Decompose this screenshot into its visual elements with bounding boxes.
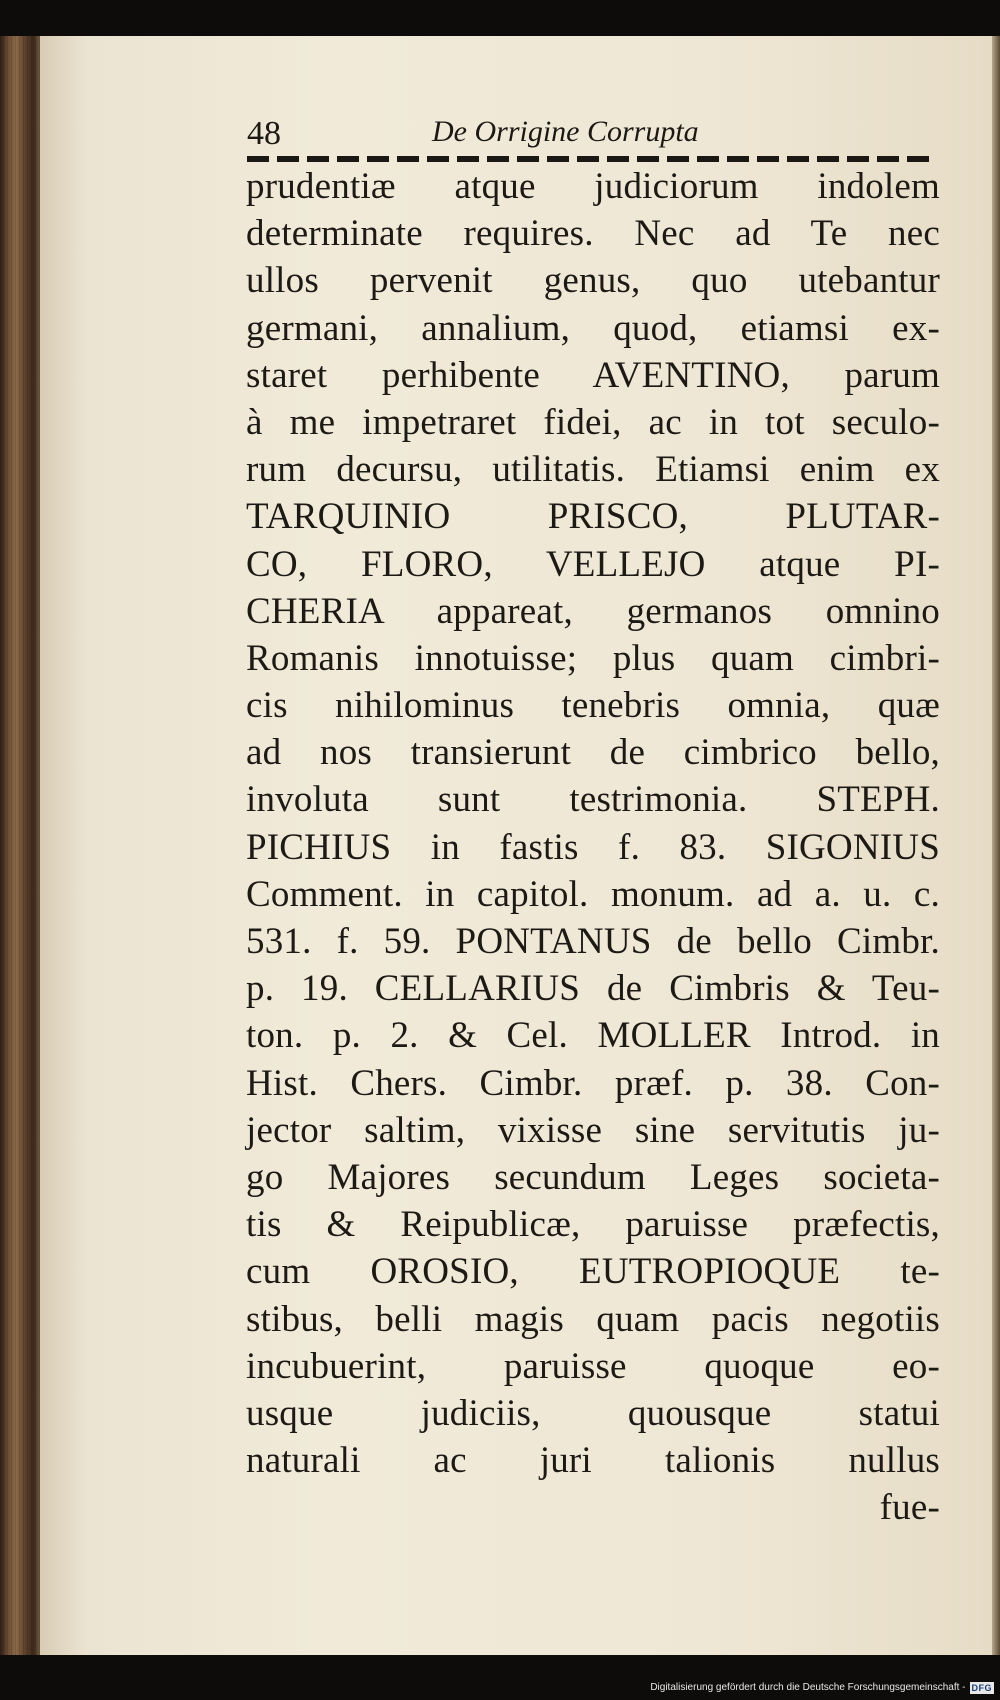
text-line: involuta sunt testrimonia. STEPH. xyxy=(246,779,940,821)
header-rule xyxy=(247,156,937,162)
text-line: tis & Reipublicæ, paruisse præfectis, xyxy=(246,1204,940,1246)
text-line: 531. f. 59. PONTANUS de bello Cimbr. xyxy=(246,921,940,962)
text-line: staret perhibente AVENTINO, parum xyxy=(246,354,940,396)
text-line: p. 19. CELLARIUS de Cimbris & Teu- xyxy=(246,968,940,1010)
page-number: 48 xyxy=(247,115,281,152)
text-line: cum OROSIO, EUTROPIOQUE te- xyxy=(246,1251,940,1293)
text-line: determinate requires. Nec ad Te nec xyxy=(246,213,940,255)
body-text xyxy=(246,163,940,1531)
credit-text: Digitalisierung gefördert durch die Deutsche Forschungsgemeinschaft - xyxy=(650,1682,966,1693)
text-line: Hist. Chers. Cimbr. præf. p. 38. Con- xyxy=(246,1062,940,1104)
text-line: PICHIUS in fastis f. 83. SIGONIUS xyxy=(246,826,940,868)
catchword: fue- xyxy=(879,1487,940,1529)
text-line: à me impetraret fidei, ac in tot seculo- xyxy=(246,401,940,443)
digitization-credit xyxy=(650,1680,994,1696)
page-right-edge xyxy=(992,36,1000,1658)
text-line: rum decursu, utilitatis. Etiamsi enim ex xyxy=(246,449,940,491)
running-title: De Orrigine Corrupta xyxy=(432,115,699,148)
text-line: cis nihilominus tenebris omnia, quæ xyxy=(246,685,940,727)
text-line: Romanis innotuisse; plus quam cimbri- xyxy=(246,637,940,679)
text-line: incubuerint, paruisse quoque eo- xyxy=(246,1345,940,1387)
text-line: jector saltim, vixisse sine servitutis ju- xyxy=(246,1109,940,1151)
text-line: ton. p. 2. & Cel. MOLLER Introd. in xyxy=(246,1015,940,1057)
scan-top-shadow xyxy=(0,0,1000,38)
text-line: Comment. in capitol. monum. ad a. u. c. xyxy=(246,873,940,915)
text-line: stibus, belli magis quam pacis negotiis xyxy=(246,1298,940,1340)
dfg-logo: DFG xyxy=(971,1683,992,1693)
page-header xyxy=(247,112,937,158)
book-spine xyxy=(0,36,42,1660)
text-line: CHERIA appareat, germanos omnino xyxy=(246,590,940,632)
text-line: ad nos transierunt de cimbrico bello, xyxy=(246,732,940,774)
text-line: naturali ac juri talionis nullus xyxy=(246,1440,940,1482)
text-line: go Majores secundum Leges societa- xyxy=(246,1156,940,1198)
text-line: germani, annalium, quod, etiamsi ex- xyxy=(246,307,940,349)
text-line: ullos pervenit genus, quo utebantur xyxy=(246,260,940,302)
text-line: usque judiciis, quousque statui xyxy=(246,1392,940,1434)
text-line: prudentiæ atque judiciorum indolem xyxy=(246,166,940,207)
text-line: TARQUINIO PRISCO, PLUTAR- xyxy=(246,496,940,538)
text-line: CO, FLORO, VELLEJO atque PI- xyxy=(246,543,940,585)
